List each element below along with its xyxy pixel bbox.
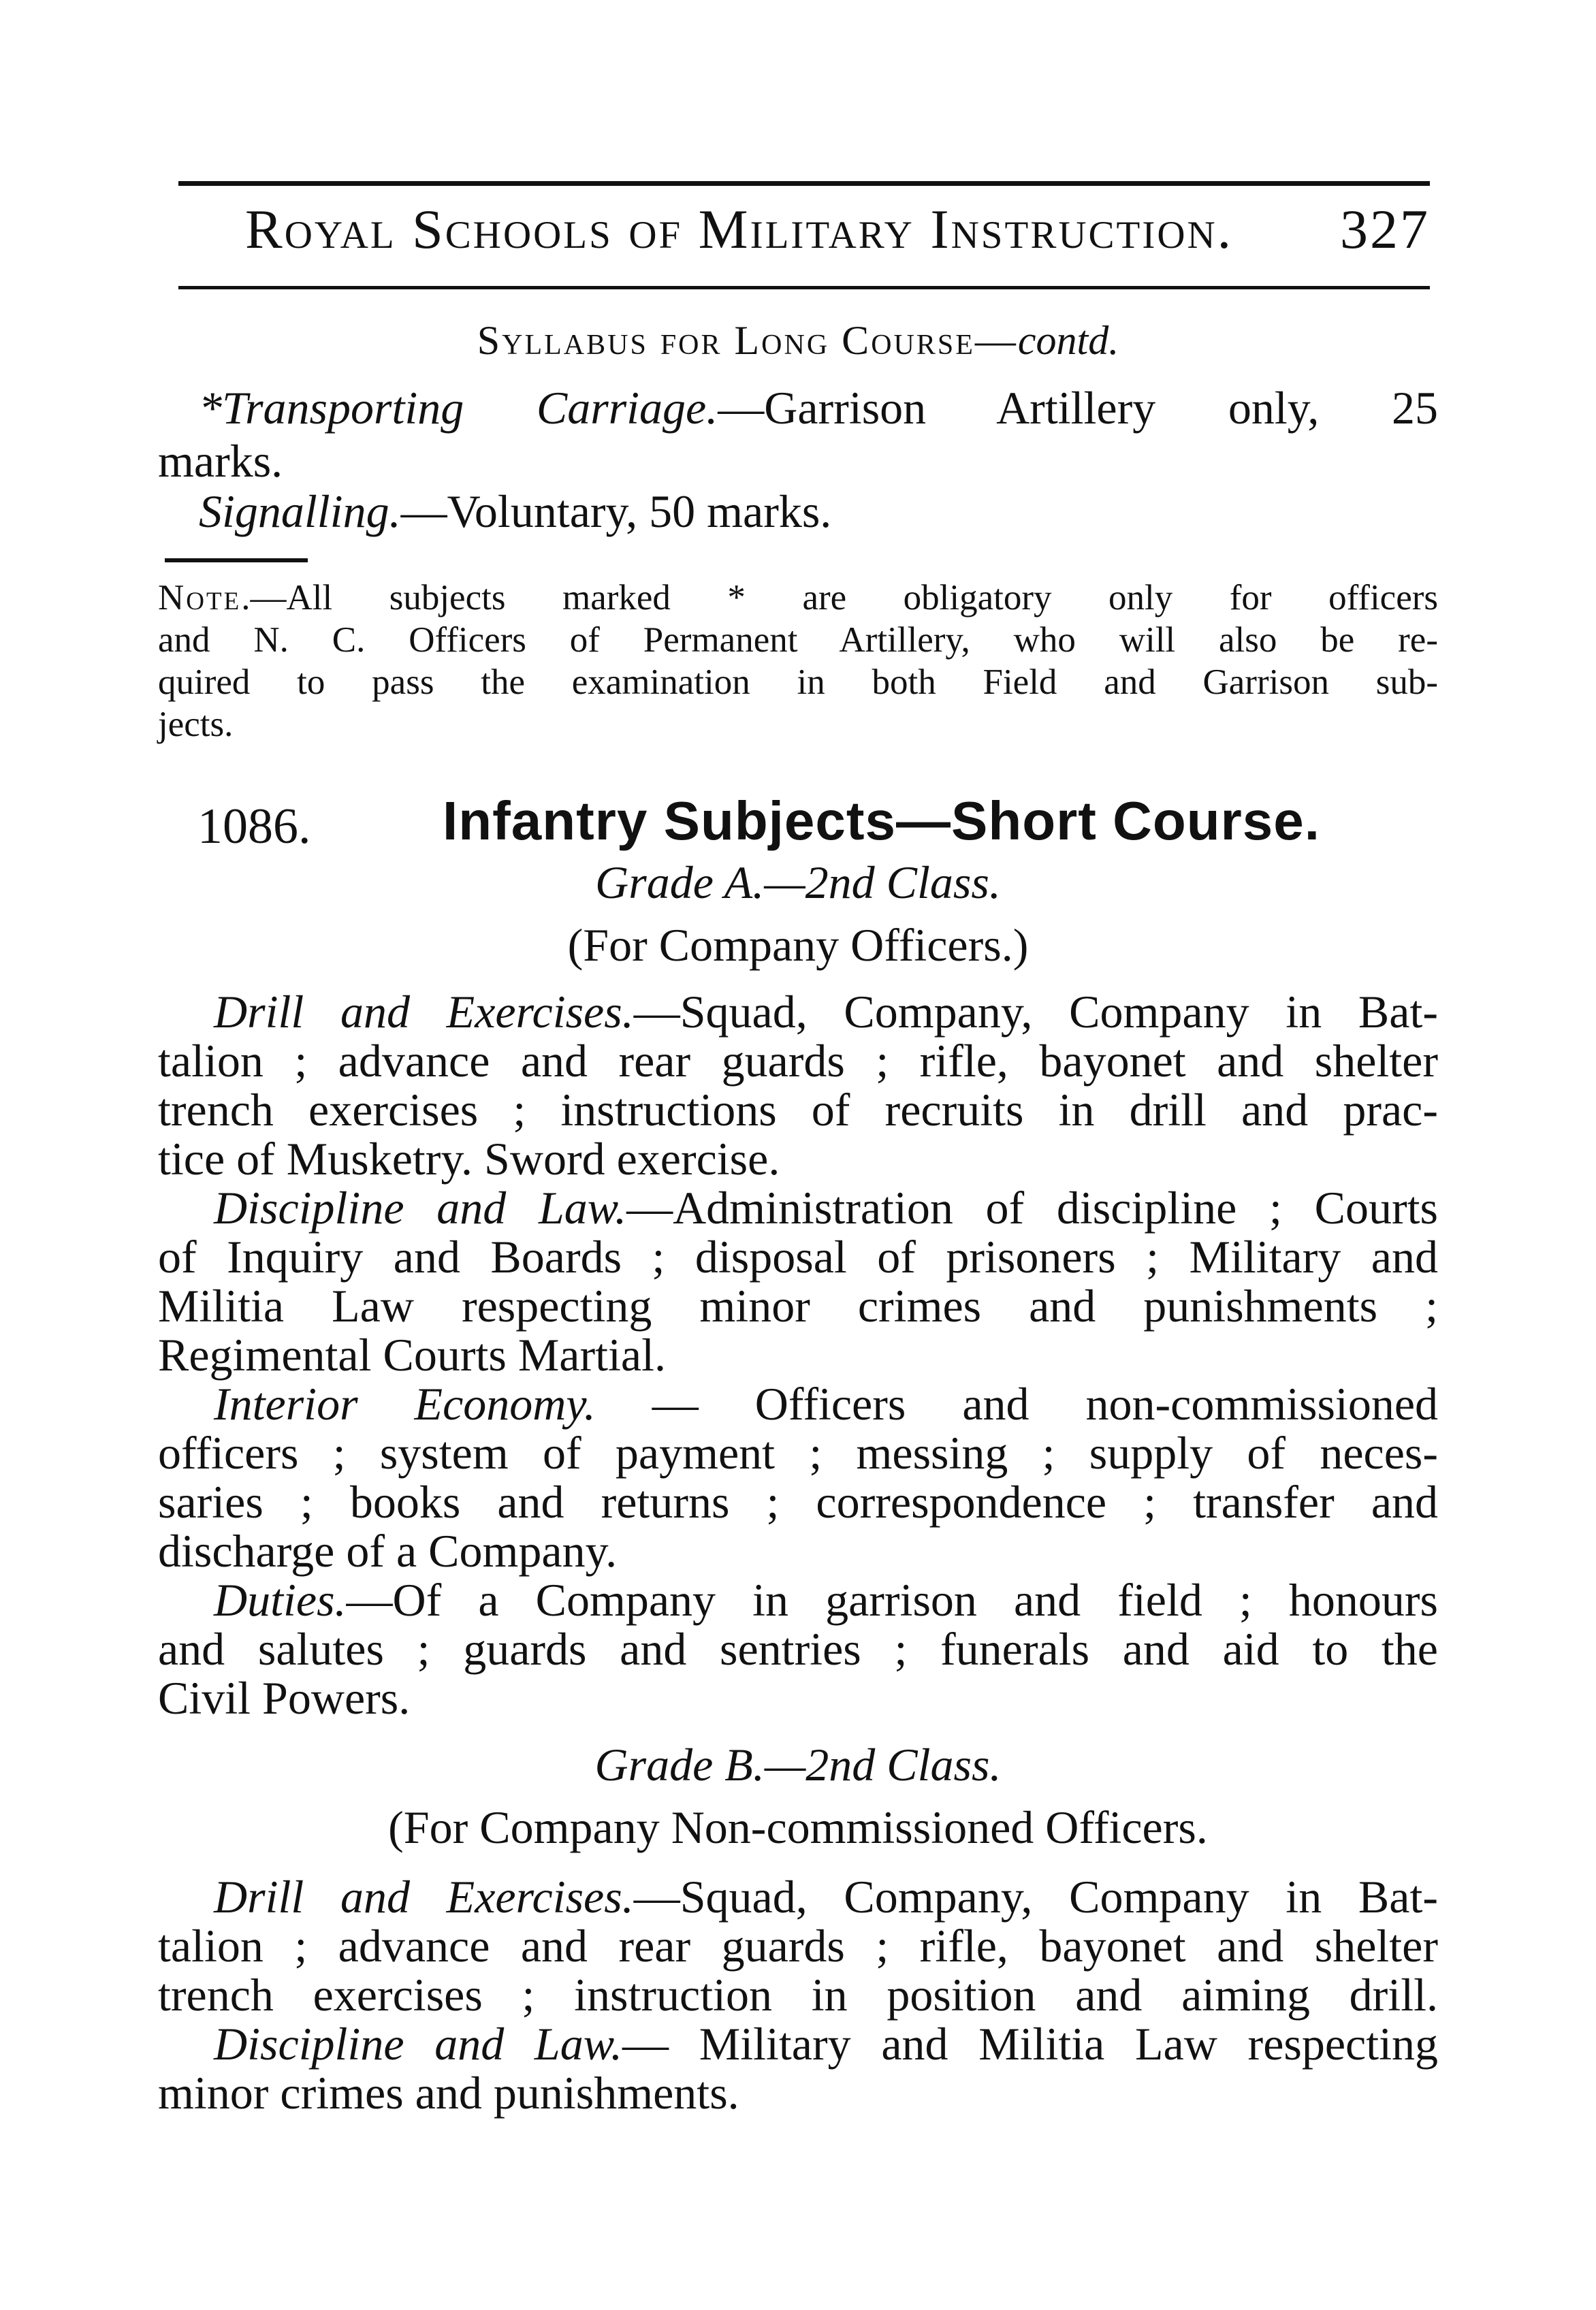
grade-a-drill-text-1: —Squad, Company, Company in Bat-	[633, 986, 1438, 1038]
grade-b-discipline-title: Discipline and Law.	[214, 2018, 623, 2070]
grade-a-discipline-line-4: Regimental Courts Martial.	[158, 1329, 666, 1381]
grade-b-drill-line-3: trench exercises ; instruction in position and aiming drill.	[158, 1969, 1438, 2021]
grade-a-economy-text-1: — Officers and non-commissioned	[595, 1378, 1439, 1430]
transporting-carriage-title: *Transporting Carriage.	[199, 382, 718, 434]
signalling-line	[199, 485, 832, 537]
top-rule	[178, 181, 1430, 186]
grade-a-duties-text-1: —Of a Company in garrison and field ; honours	[346, 1574, 1438, 1626]
grade-a-drill-line-2: talion ; advance and rear guards ; rifle, bayonet and shelter	[158, 1035, 1438, 1087]
grade-a-duties-line-1	[214, 1574, 1438, 1626]
note-separator-rule	[165, 558, 308, 562]
grade-b-for: (For Company Non-commissioned Officers.	[388, 1801, 1208, 1853]
running-head	[245, 197, 1430, 261]
grade-a-drill-line-4: tice of Musketry. Sword exercise.	[158, 1133, 780, 1185]
page-number: 327	[1340, 198, 1430, 260]
marks-line: marks.	[158, 435, 283, 487]
grade-a-discipline-line-1	[214, 1182, 1438, 1234]
header-bottom-rule	[178, 286, 1430, 289]
transporting-carriage-text: —Garrison Artillery only, 25	[718, 382, 1438, 434]
grade-a-economy-line-4: discharge of a Company.	[158, 1525, 618, 1577]
signalling-text: —Voluntary, 50 marks.	[400, 485, 832, 537]
grade-a-economy-line-1	[214, 1378, 1439, 1430]
grade-a-economy-line-3: saries ; books and returns ; correspondence ; transfer and	[158, 1476, 1438, 1528]
grade-a-title: Grade A.—2nd Class.	[595, 856, 1001, 908]
grade-a-drill-line-3: trench exercises ; instructions of recruits in drill and prac-	[158, 1084, 1438, 1136]
grade-a-discipline-title: Discipline and Law.	[214, 1182, 627, 1234]
transporting-carriage-line	[199, 382, 1438, 434]
grade-a-duties-line-2: and salutes ; guards and sentries ; funerals and aid to the	[158, 1623, 1438, 1675]
grade-a-duties-title: Duties.	[214, 1574, 347, 1626]
grade-a-for: (For Company Officers.)	[567, 919, 1029, 971]
note-line-1	[158, 580, 1438, 616]
section-title: Infantry Subjects—Short Course.	[443, 790, 1320, 851]
grade-a-discipline-line-2: of Inquiry and Boards ; disposal of prisoners ; Military and	[158, 1231, 1438, 1283]
signalling-title: Signalling.	[199, 485, 401, 537]
grade-b-discipline-line-1	[214, 2018, 1438, 2070]
note-line-2: and N. C. Officers of Permanent Artillery, who will also be re-	[158, 620, 1438, 660]
note-label: Note	[158, 578, 242, 617]
grade-b-drill-title: Drill and Exercises.	[214, 1871, 634, 1923]
syllabus-heading-contd: contd.	[1017, 318, 1119, 363]
grade-a-discipline-line-3: Militia Law respecting minor crimes and punishments ;	[158, 1280, 1438, 1332]
note-text-1: .—All subjects marked * are obligatory only for officers	[241, 578, 1438, 617]
running-head-title: Royal Schools of Military Instruction.	[245, 198, 1234, 260]
grade-a-economy-line-2: officers ; system of payment ; messing ; supply of neces-	[158, 1427, 1438, 1479]
grade-b-drill-text-1: —Squad, Company, Company in Bat-	[633, 1871, 1438, 1923]
note-line-3: quired to pass the examination in both Field and Garrison sub-	[158, 662, 1438, 702]
grade-a-economy-title: Interior Economy.	[214, 1378, 596, 1430]
grade-a-duties-line-3: Civil Powers.	[158, 1672, 411, 1724]
grade-a-drill-line-1	[214, 986, 1438, 1038]
grade-b-discipline-line-2: minor crimes and punishments.	[158, 2067, 739, 2119]
note-line-4: jects.	[158, 705, 234, 744]
grade-a-drill-title: Drill and Exercises.	[214, 986, 634, 1038]
grade-a-discipline-text-1: —Administration of discipline ; Courts	[626, 1182, 1438, 1234]
grade-b-title: Grade B.—2nd Class.	[594, 1739, 1002, 1791]
grade-b-drill-line-2: talion ; advance and rear guards ; rifle, bayonet and shelter	[158, 1920, 1438, 1972]
syllabus-heading-text: Syllabus for Long Course—	[477, 318, 1018, 363]
grade-b-discipline-text-1: — Military and Militia Law respecting	[622, 2018, 1438, 2070]
grade-b-drill-line-1	[214, 1871, 1438, 1923]
paragraph-number: 1086.	[197, 799, 311, 854]
